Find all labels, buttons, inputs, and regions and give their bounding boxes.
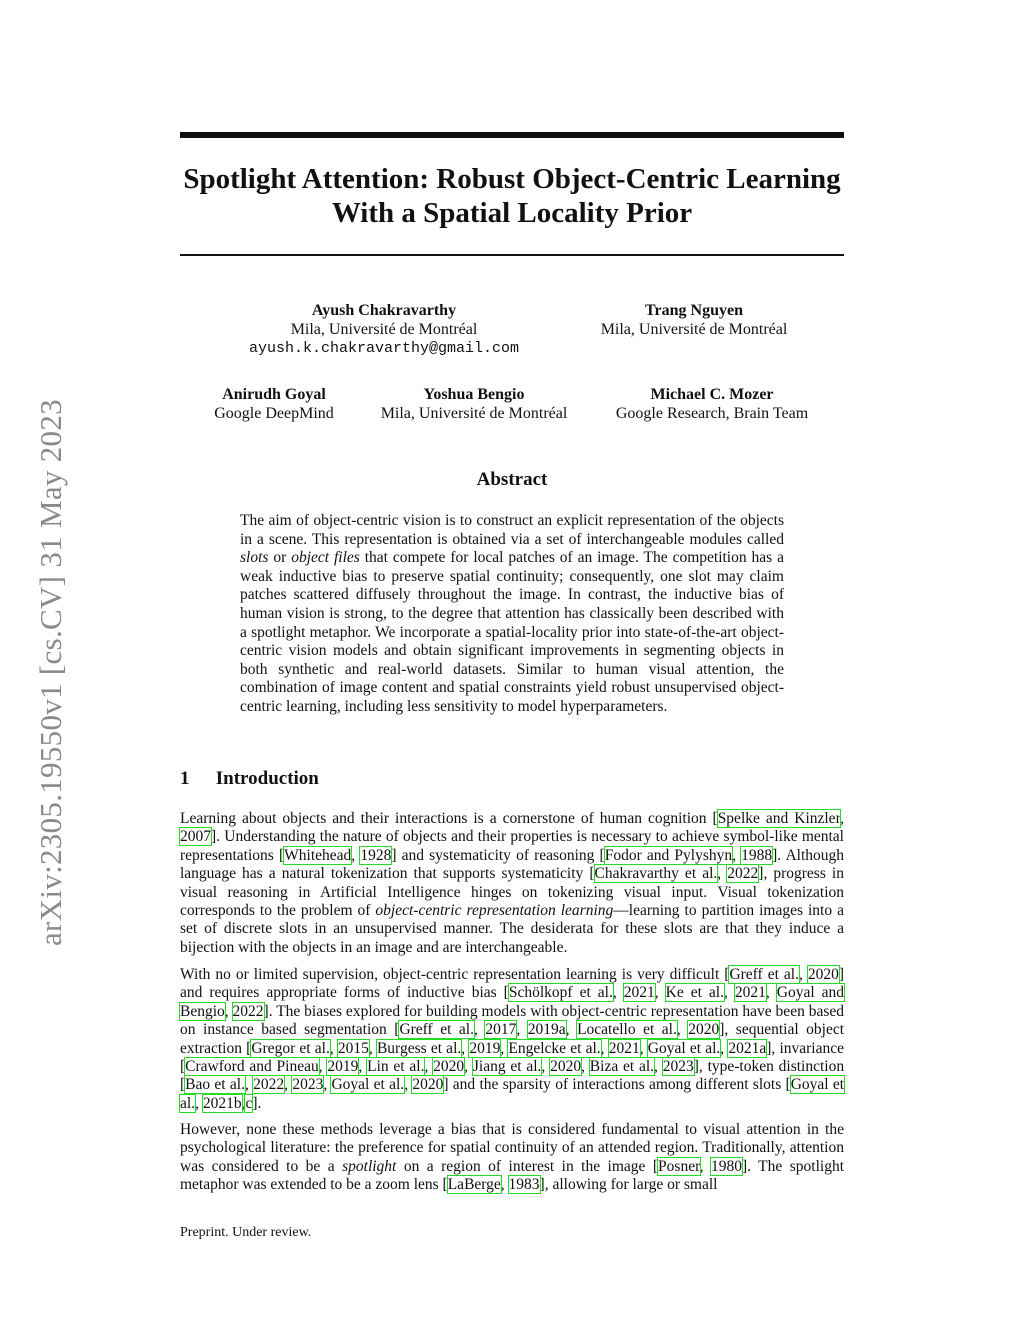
author-name: Yoshua Bengio — [423, 386, 525, 403]
body-text: , — [717, 865, 728, 883]
citation-link[interactable]: 2020 — [688, 1021, 720, 1039]
body-text: , — [284, 1076, 293, 1094]
citation-link[interactable]: Posner — [658, 1157, 700, 1175]
citation-link[interactable]: 2017 — [485, 1021, 517, 1039]
citation-link[interactable]: 1928 — [360, 846, 392, 864]
citation-link[interactable]: c — [245, 1094, 253, 1112]
citation-link[interactable]: Spelke and Kinzler — [717, 810, 841, 827]
body-text: However, none these methods leverage a bias that is considered fundamental to visual attention in the psychological literature: the preference for spatial continuity of an attended region. Traditionally, attention was considered to be a — [180, 1121, 844, 1175]
body-text: , — [474, 1021, 486, 1039]
body-text: ]. Although language has a natural tokenization that supports systematicity [ — [180, 846, 845, 883]
author-affiliation: Google Research, Brain Team — [615, 405, 809, 422]
body-text: , — [464, 1058, 473, 1076]
body-text: , — [358, 1058, 368, 1076]
citation-link[interactable]: 2021b — [202, 1094, 242, 1112]
body-text: , — [541, 1058, 551, 1076]
paper-title — [180, 162, 844, 230]
body-text: , — [461, 1039, 470, 1057]
body-text: , — [244, 1076, 254, 1094]
body-text: ] and systematicity of reasoning [ — [391, 846, 605, 864]
body-text: , — [241, 1094, 246, 1112]
citation-link[interactable]: 2021a — [728, 1039, 767, 1057]
citation-link[interactable]: 2019a — [527, 1021, 566, 1039]
citation-link[interactable]: 2023 — [662, 1058, 694, 1076]
body-text: , — [699, 1157, 711, 1175]
body-text: The aim of object-centric vision is to construct an explicit representation of the objects in a scene. This representation is obtained via a set of interchangeable modules called — [240, 512, 784, 548]
body-text: , — [224, 1002, 233, 1020]
body-text: , — [500, 1176, 509, 1194]
body-text: ]. The spotlight metaphor was extended to be a zoom lens [ — [180, 1157, 844, 1194]
body-text: ]. Understanding the nature of objects and their properties is necessary to achieve symbol-like mental representations [ — [180, 828, 844, 864]
emphasis-text: slots — [240, 549, 269, 567]
citation-link[interactable]: LaBerge — [447, 1176, 501, 1194]
author-name: Trang Nguyen — [645, 302, 743, 319]
citation-link[interactable]: Burgess et al. — [376, 1039, 462, 1057]
body-text: , — [323, 1076, 332, 1094]
citation-link[interactable]: Gregor et al. — [251, 1039, 330, 1057]
body-text: , — [581, 1058, 590, 1076]
citation-link[interactable]: Fodor and Pylyshyn — [604, 846, 733, 864]
body-text: or — [268, 549, 292, 567]
body-text: , — [424, 1058, 434, 1076]
author-block-3 — [184, 385, 364, 423]
body-text: , — [516, 1021, 528, 1039]
author-email[interactable]: ayush.k.chakravarthy@gmail.com — [248, 340, 520, 357]
title-top-rule — [180, 132, 844, 138]
citation-link[interactable]: Whitehead — [284, 846, 352, 864]
author-name: Michael C. Mozer — [650, 386, 774, 403]
body-text: , — [654, 984, 666, 1002]
paragraph-1 — [180, 810, 844, 957]
citation-link[interactable]: Greff et al. — [729, 966, 799, 983]
citation-link[interactable]: Jiang et al. — [472, 1058, 542, 1076]
body-text: , — [765, 984, 777, 1002]
citation-link[interactable]: Greff et al. — [399, 1021, 474, 1039]
author-block-5 — [597, 385, 827, 423]
body-text: ]. — [252, 1094, 262, 1112]
arxiv-identifier: arXiv:2305.19550v1 [cs.CV] 31 May 2023 — [33, 399, 68, 946]
body-text: , — [798, 966, 808, 983]
paragraph-2 — [180, 966, 844, 1113]
author-affiliation: Mila, Université de Montréal — [380, 405, 568, 422]
citation-link[interactable]: 2020 — [412, 1076, 444, 1094]
paper-title-line-1: Spotlight Attention: Robust Object-Centric Learning — [183, 163, 841, 195]
emphasis-text: object files — [291, 549, 360, 567]
body-text: , — [840, 810, 844, 827]
body-text: —learning to partition images into a set of discrete slots in an unsupervised manner. The desiderata for these slots are that they induce a bijection with the objects in an image and are interchangeable. — [180, 902, 844, 956]
author-affiliation: Mila, Université de Montréal — [600, 321, 788, 338]
citation-link[interactable]: 1980 — [710, 1157, 742, 1175]
citation-link[interactable]: Goyal et al. — [180, 1076, 845, 1112]
body-text: ], progress in visual reasoning in Artificial Intelligence hinges on tokenizing visual input. Visual tokenization corresponds to the problem of — [180, 865, 844, 920]
body-text: ], type-token distinction [ — [180, 1058, 845, 1094]
body-text: ], allowing for large or small — [539, 1176, 718, 1194]
citation-link[interactable]: 2022 — [727, 865, 759, 883]
citation-link[interactable]: Locatello et al. — [577, 1021, 677, 1039]
citation-link[interactable]: 1983 — [508, 1176, 540, 1194]
body-text: , — [732, 846, 742, 864]
body-text: , — [720, 1039, 729, 1057]
citation-link[interactable]: 2021 — [623, 984, 655, 1002]
citation-link[interactable]: Biza et al. — [589, 1058, 655, 1076]
citation-link[interactable]: 2020 — [550, 1058, 582, 1076]
citation-link[interactable]: 2022 — [232, 1002, 264, 1020]
author-affiliation: Mila, Université de Montréal — [290, 321, 478, 338]
body-text: , — [639, 1039, 648, 1057]
section-number: 1 — [180, 768, 190, 789]
body-text: ], invariance [ — [180, 1039, 844, 1076]
body-text: , — [600, 1039, 609, 1057]
body-text: ] and the sparsity of interactions among different slots [ — [443, 1076, 791, 1094]
body-text: , — [565, 1021, 578, 1039]
body-text: Learning about objects and their interactions is a cornerstone of human cognition [ — [180, 810, 718, 827]
citation-link[interactable]: Schölkopf et al. — [508, 984, 613, 1002]
title-bottom-rule — [180, 254, 844, 256]
body-text: that compete for local patches of an image. The competition has a weak inductive bias to preserve spatial continuity; consequently, one slot may claim patches scattered diffusely throughout the image. In contrast, the inductive bias of human vision is strong, to the degree that attention has classically been described with a spotlight metaphor. We incorporate a spatial-locality prior into state-of-the-art object-centric vision models and obtain significant improvements in segmenting objects in both synthetic and real-world datasets. Similar to human visual attention, the combination of image content and spatial constraints yield robust unsupervised object-centric learning, including less sensitivity to model hyperparameters. — [240, 549, 784, 715]
body-text: on a region of interest in the image [ — [396, 1157, 659, 1175]
paragraph-3 — [180, 1121, 844, 1195]
paper-title-line-2: With a Spatial Locality Prior — [331, 197, 693, 229]
citation-link[interactable]: 2019 — [469, 1039, 501, 1057]
citation-link[interactable]: Crawford and Pineau — [185, 1058, 319, 1076]
body-text: With no or limited supervision, object-centric representation learning is very difficult [ — [180, 966, 730, 983]
body-text: , — [329, 1039, 338, 1057]
author-affiliation: Google DeepMind — [214, 405, 334, 422]
abstract-heading: Abstract — [476, 469, 548, 490]
body-text: , — [318, 1058, 328, 1076]
body-text: , — [404, 1076, 413, 1094]
citation-link[interactable]: 2021 — [608, 1039, 640, 1057]
author-block-1 — [214, 301, 554, 358]
citation-link[interactable]: 2020 — [807, 966, 839, 983]
citation-link[interactable]: 2022 — [253, 1076, 285, 1094]
body-text: ], sequential object extraction [ — [180, 1021, 845, 1057]
author-block-4 — [364, 385, 584, 423]
emphasis-text: object-centric representation learning — [375, 902, 614, 920]
body-text: ]. The biases explored for building models with object-centric representation have been based on instance based segmentation [ — [180, 1002, 844, 1039]
citation-link[interactable]: Goyal et al. — [331, 1076, 405, 1094]
body-text: , — [351, 846, 361, 864]
citation-link[interactable]: Bao et al. — [185, 1076, 245, 1094]
body-text: , — [654, 1058, 663, 1076]
body-text: , — [195, 1094, 203, 1112]
citation-link[interactable]: Goyal and Bengio — [180, 984, 845, 1020]
author-name: Anirudh Goyal — [222, 386, 326, 403]
citation-link[interactable]: 1988 — [741, 846, 773, 864]
section-heading — [180, 767, 844, 791]
body-text: , — [676, 1021, 689, 1039]
body-text: , — [612, 984, 624, 1002]
citation-link[interactable]: Engelcke et al. — [508, 1039, 601, 1057]
citation-link[interactable]: Lin et al. — [367, 1058, 425, 1076]
citation-link[interactable]: 2019 — [327, 1058, 359, 1076]
citation-link[interactable]: Ke et al. — [665, 984, 724, 1002]
emphasis-text: spotlight — [342, 1157, 397, 1175]
abstract-body — [240, 512, 784, 717]
citation-link[interactable]: 2007 — [180, 828, 211, 846]
citation-link[interactable]: 2021 — [734, 984, 766, 1002]
citation-link[interactable]: 2020 — [433, 1058, 465, 1076]
body-text: , — [368, 1039, 377, 1057]
body-text: , — [723, 984, 735, 1002]
citation-link[interactable]: Goyal et al. — [647, 1039, 721, 1057]
body-text: ] and requires appropriate forms of inductive bias [ — [180, 966, 844, 1002]
citation-link[interactable]: 2023 — [292, 1076, 324, 1094]
author-block-2 — [574, 301, 814, 339]
section-title: Introduction — [215, 768, 319, 789]
citation-link[interactable]: Chakravarthy et al. — [594, 865, 718, 883]
citation-link[interactable]: 2015 — [337, 1039, 369, 1057]
page-footer: Preprint. Under review. — [180, 1225, 312, 1240]
body-text: , — [500, 1039, 509, 1057]
author-name: Ayush Chakravarthy — [311, 302, 457, 319]
